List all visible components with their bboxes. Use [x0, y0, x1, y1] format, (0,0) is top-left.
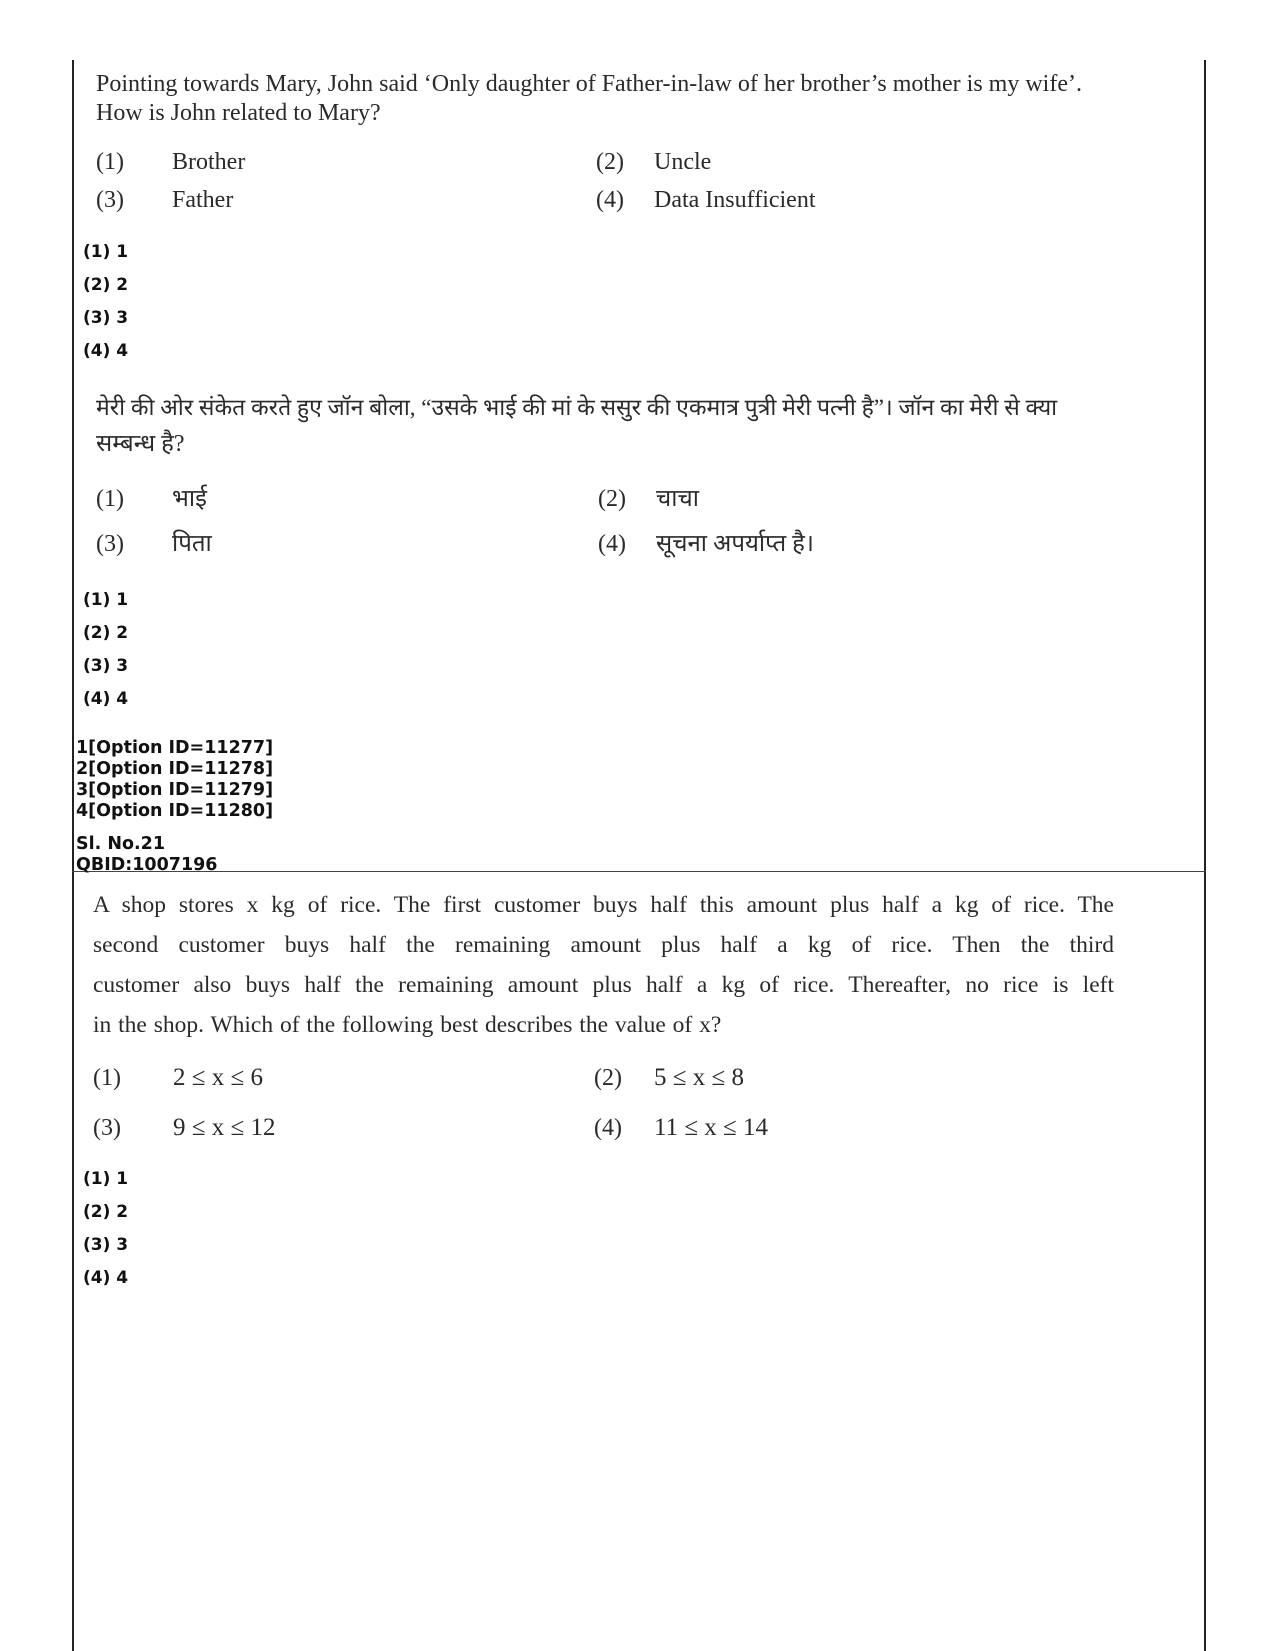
option-number: (3)	[93, 1115, 121, 1141]
serial-number: Sl. No.21	[76, 834, 166, 854]
q20-hindi-answer-2[interactable]: (2) 2	[83, 623, 129, 643]
question-bank-id: QBID:1007196	[76, 855, 218, 875]
option-text: भाई	[172, 486, 207, 512]
q20-hindi-option-2	[598, 484, 1078, 514]
option-number: (3)	[96, 187, 124, 213]
option-id-1: 1[Option ID=11277]	[76, 738, 274, 758]
option-number: (1)	[96, 486, 124, 512]
option-number: (1)	[93, 1065, 121, 1091]
question-divider	[72, 871, 1206, 872]
q21-question-line-4: in the shop. Which of the following best describes the value of x?	[93, 1012, 722, 1038]
option-number: (4)	[598, 531, 626, 557]
option-id-2: 2[Option ID=11278]	[76, 759, 274, 779]
option-text: 5 ≤ x ≤ 8	[654, 1064, 744, 1091]
option-text: चाचा	[656, 486, 699, 512]
option-text: 2 ≤ x ≤ 6	[173, 1064, 263, 1091]
q20-english-option-4	[596, 185, 1076, 215]
option-number: (1)	[96, 149, 124, 175]
option-number: (2)	[594, 1065, 622, 1091]
q21-option-3	[93, 1113, 573, 1143]
q21-question-line-3: customer also buys half the remaining amount plus half a kg of rice. Thereafter, no rice is left	[93, 972, 1114, 998]
q21-question	[93, 885, 1114, 1045]
option-text: Brother	[172, 149, 246, 175]
q21-answer-1[interactable]: (1) 1	[83, 1169, 129, 1189]
q20-hindi-option-1	[96, 484, 576, 514]
q21-question-line-1: A shop stores x kg of rice. The first customer buys half this amount plus half a kg of rice. The	[93, 892, 1114, 918]
q20-hindi-question-line-1: मेरी की ओर संकेत करते हुए जॉन बोला, “उसके भाई की मां के ससुर की एकमात्र पुत्री मेरी पत्नी है”। जॉन का मेरी से क्या	[96, 395, 1058, 420]
q21-option-1	[93, 1063, 573, 1093]
q20-hindi-answer-4[interactable]: (4) 4	[83, 689, 129, 709]
option-text: पिता	[172, 531, 212, 557]
option-number: (2)	[598, 486, 626, 512]
q20-english-answer-3[interactable]: (3) 3	[83, 308, 129, 328]
option-number: (3)	[96, 531, 124, 557]
page-frame	[72, 60, 1206, 1651]
q21-question-line-2: second customer buys half the remaining amount plus half a kg of rice. Then the third	[93, 932, 1114, 958]
q21-option-2	[594, 1063, 1074, 1093]
q21-option-4	[594, 1113, 1074, 1143]
q20-english-option-2	[596, 147, 1076, 177]
option-id-4: 4[Option ID=11280]	[76, 801, 274, 821]
option-text: Data Insufficient	[654, 187, 816, 213]
q20-english-answer-2[interactable]: (2) 2	[83, 275, 129, 295]
q20-english-answer-4[interactable]: (4) 4	[83, 341, 129, 361]
option-number: (2)	[596, 149, 624, 175]
q20-english-question-text: Pointing towards Mary, John said ‘Only daughter of Father-in-law of her brother’s mother is my wife’. How is John related to Mary?	[96, 71, 1082, 126]
q20-english-question	[96, 70, 1126, 128]
q21-answer-3[interactable]: (3) 3	[83, 1235, 129, 1255]
option-text: सूचना अपर्याप्त है।	[656, 531, 815, 557]
q20-hindi-answer-1[interactable]: (1) 1	[83, 590, 129, 610]
option-text: Uncle	[654, 149, 712, 175]
option-text: Father	[172, 187, 234, 213]
q20-english-option-1	[96, 147, 576, 177]
q21-answer-2[interactable]: (2) 2	[83, 1202, 129, 1222]
q20-hindi-option-3	[96, 529, 576, 559]
option-number: (4)	[596, 187, 624, 213]
q20-hindi-answer-3[interactable]: (3) 3	[83, 656, 129, 676]
q20-english-answer-1[interactable]: (1) 1	[83, 242, 129, 262]
option-number: (4)	[594, 1115, 622, 1141]
q20-english-option-3	[96, 185, 576, 215]
option-text: 11 ≤ x ≤ 14	[654, 1114, 769, 1141]
q20-hindi-option-4	[598, 529, 1078, 559]
q20-hindi-question-line-2: सम्बन्ध है?	[96, 431, 185, 457]
option-id-3: 3[Option ID=11279]	[76, 780, 274, 800]
option-text: 9 ≤ x ≤ 12	[173, 1114, 276, 1141]
q21-answer-4[interactable]: (4) 4	[83, 1268, 129, 1288]
